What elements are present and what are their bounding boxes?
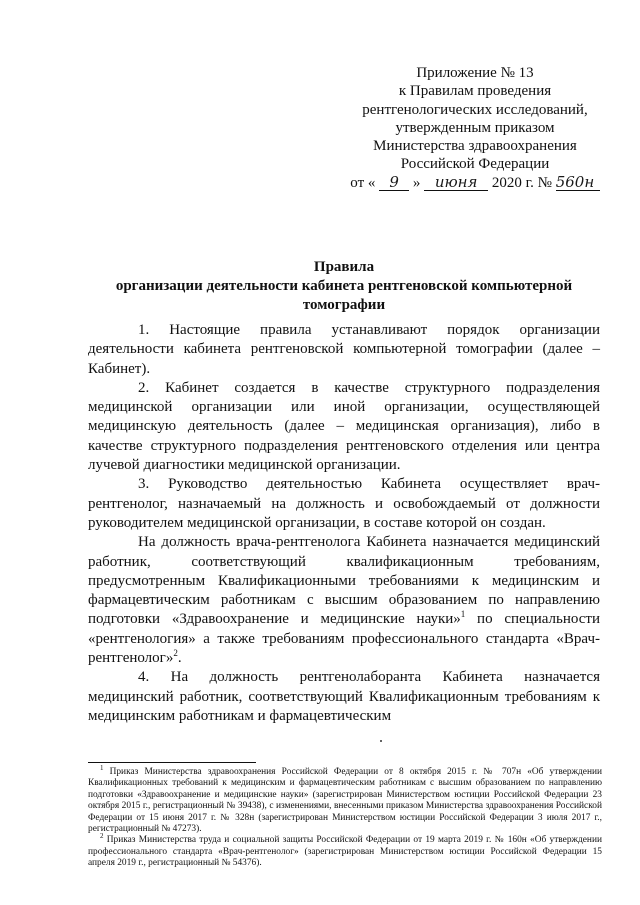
stray-dot [380,740,382,742]
date-prefix: от « [350,174,376,191]
annex-line: утвержденным приказом [395,119,555,136]
annex-line: Министерства здравоохранения [373,138,577,155]
footnote-ref-2: 2 [173,648,178,659]
paragraph-text: На должность врача-рентгенолога Кабинета назначается медицинский работник, соответствующий квалификационным требованиям, предусмотренным Квалификационными требованиями к медицинским и фармацевтическим работникам с высшим образованием по направлению подготовки «Здравоохранение и медицинские науки» [88,534,600,628]
paragraph-3: 3. Руководство деятельностью Кабинета осуществляет врач-рентгенолог, назначаемый на должность и освобождаемый от должности руководителем медицинской организации, в составе которой он создан. [88,476,600,531]
footnote-mark-1: 1 [100,763,104,772]
date-mid: » [412,174,421,191]
footnote-text: Приказ Министерства здравоохранения Российской Федерации от 8 октября 2015 г. № 707н «Об утверждении Квалификационных требований к медицинским и фармацевтическим работникам с высшим образованием по направлению подготовки «Здравоохранение и медицинские науки» (зарегистрирован Министерством юстиции Российской Федерации 23 октября 2015 г., регистрационный № 39438), с изменениями, внесенными приказом Министерства здравоохранения Российской Федерации от 15 июня 2017 г. № 328н (зарегистрирован Министерством юстиции Российской Федерации 3 июля 2017 г., регистрационный № 47273). [88,767,602,835]
footnote-mark-2: 2 [100,832,104,841]
paragraph-2: 2. Кабинет создается в качестве структурного подразделения медицинской организации или иной организации, осуществляющей медицинскую деятельность (далее – медицинская организация), либо в качестве структурного подразделения рентгеновского отделения или центра лучевой диагностики медицинской организации. [88,379,600,474]
footnotes [88,763,602,870]
document-body [88,321,600,726]
footnote-2 [88,832,602,869]
paragraph-1: 1. Настоящие правила устанавливают порядок организации деятельности кабинета рентгеновской компьютерной томографии (далее – Кабинет). [88,322,600,377]
handwritten-day: 9 [379,174,409,191]
annex-header [330,64,620,192]
handwritten-month: июня [424,174,488,191]
handwritten-order-number: 560н [556,174,600,191]
title-line: организации деятельности кабинета рентгеновской компьютерной [115,278,573,294]
title-line: томографии [302,297,386,313]
document-title [84,258,604,315]
paragraph-4: 4. На должность рентгенолаборанта Кабинета назначается медицинский работник, соответствующий Квалификационным требованиям к медицинским работникам и фармацевтическим [88,669,600,724]
date-year: 2020 г. № [491,174,552,191]
footnote-text: Приказ Министерства труда и социальной защиты Российской Федерации от 19 марта 2019 г. № 160н «Об утверждении профессионального стандарта «Врач-рентгенолог» (зарегистрирован Министерством юстиции Российской Федерации 15 апреля 2019 г., регистрационный № 54376). [88,835,602,869]
footnote-ref-1: 1 [460,609,466,620]
annex-line: к Правилам проведения [398,83,552,100]
annex-line: Российской Федерации [400,156,550,173]
title-line: Правила [313,259,375,275]
footnote-1 [88,763,602,835]
annex-number: Приложение № 13 [416,65,534,81]
paragraph-radiologist [88,533,600,668]
paragraph-text: по специальности «рентгенология» а также требованиям профессионального стандарта «Врач-рентгенолог» [88,611,600,667]
annex-line: рентгенологических исследований, [362,101,588,118]
paragraph-end: . [177,650,182,667]
order-date-line [330,174,620,192]
footnote-divider [88,762,256,763]
